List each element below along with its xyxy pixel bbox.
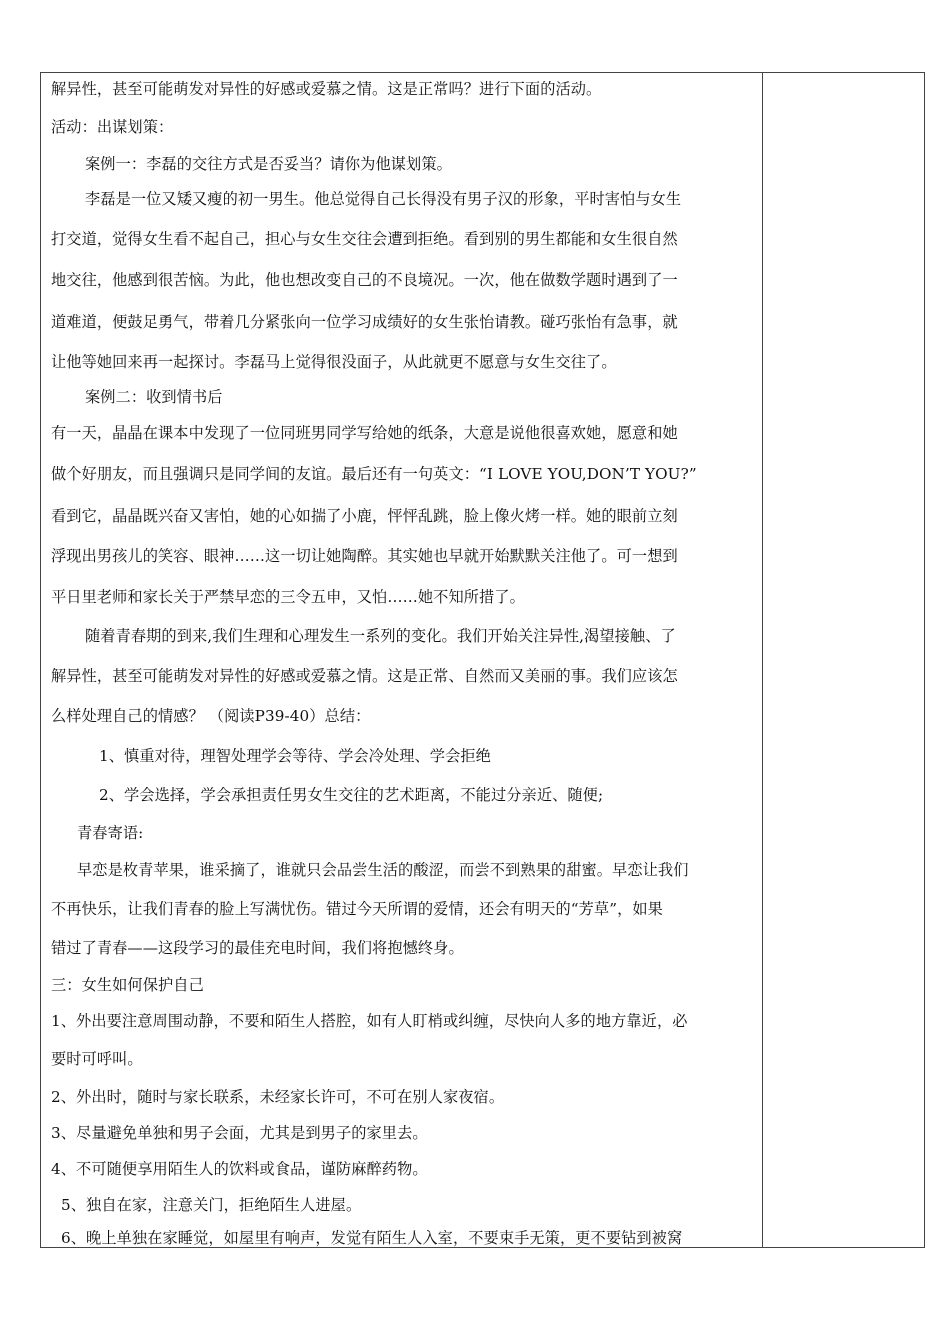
lesson-table <box>40 72 925 1248</box>
youth-message-heading: 青春寄语: <box>77 824 144 842</box>
summary-item-2: 2、学会选择，学会承担责任男女生交往的艺术距离，不能过分亲近、随便; <box>99 786 604 804</box>
summary-item-1: 1、慎重对待，理智处理学会等待、学会冷处理、学会拒绝 <box>99 747 491 765</box>
text-line: 有一天，晶晶在课本中发现了一位同班男同学写给她的纸条，大意是说他很喜欢她，愿意和她 <box>51 424 678 442</box>
content-column <box>41 73 762 1247</box>
list-item: 5、独自在家，注意关门，拒绝陌生人进屋。 <box>61 1196 362 1214</box>
case-two-heading: 案例二：收到情书后 <box>85 388 223 406</box>
list-item: 2、外出时，随时与家长联系，未经家长许可，不可在别人家夜宿。 <box>51 1088 505 1106</box>
text-line: 让他等她回来再一起探讨。李磊马上觉得很没面子，从此就更不愿意与女生交往了。 <box>51 353 617 371</box>
text-line: 错过了青春——这段学习的最佳充电时间，我们将抱憾终身。 <box>51 939 464 957</box>
list-item: 1、外出要注意周围动静，不要和陌生人搭腔，如有人盯梢或纠缠，尽快向人多的地方靠近，必 <box>51 1012 688 1030</box>
text-line: 李磊是一位又矮又瘦的初一男生。他总觉得自己长得没有男子汉的形象，平时害怕与女生 <box>85 190 682 208</box>
list-item: 4、不可随便享用陌生人的饮料或食品，谨防麻醉药物。 <box>51 1160 428 1178</box>
text-line: 平日里老师和家长关于严禁早恋的三令五申，又怕……她不知所措了。 <box>51 588 525 606</box>
text-line: 么样处理自己的情感？ （阅读P39-40）总结： <box>51 707 371 725</box>
text-line: 道难道，便鼓足勇气，带着几分紧张向一位学习成绩好的女生张怡请教。碰巧张怡有急事，就 <box>51 313 678 331</box>
activity-heading: 活动：出谋划策： <box>51 118 174 136</box>
text-line: 解异性，甚至可能萌发对异性的好感或爱慕之情。这是正常吗？进行下面的活动。 <box>51 80 602 98</box>
text-line: 打交道，觉得女生看不起自己，担心与女生交往会遭到拒绝。看到别的男生都能和女生很自然 <box>51 230 678 248</box>
text-line: 地交往，他感到很苦恼。为此，他也想改变自己的不良境况。一次，他在做数学题时遇到了一 <box>51 271 678 289</box>
section-three-heading: 三：女生如何保护自己 <box>51 976 204 994</box>
text-line: 随着青春期的到来,我们生理和心理发生一系列的变化。我们开始关注异性,渴望接触、了 <box>85 627 676 645</box>
text-line: 解异性，甚至可能萌发对异性的好感或爱慕之情。这是正常、自然而又美丽的事。我们应该怎 <box>51 667 678 685</box>
text-line: 做个好朋友，而且强调只是同学间的友谊。最后还有一句英文：“I LOVE YOU,DON’T YOU?” <box>51 465 697 483</box>
column-divider <box>762 73 763 1247</box>
text-line: 不再快乐，让我们青春的脸上写满忧伤。错过今天所谓的爱情，还会有明天的“芳草”，如果 <box>51 900 663 918</box>
list-item: 3、尽量避免单独和男子会面，尤其是到男子的家里去。 <box>51 1124 428 1142</box>
text-line: 早恋是枚青苹果，谁采摘了，谁就只会品尝生活的酸涩，而尝不到熟果的甜蜜。早恋让我们 <box>77 861 689 879</box>
list-item: 6、晚上单独在家睡觉，如屋里有响声，发觉有陌生人入室，不要束手无策，更不要钻到被窝 <box>61 1229 683 1247</box>
text-line: 浮现出男孩儿的笑容、眼神……这一切让她陶醉。其实她也早就开始默默关注他了。可一想到 <box>51 547 678 565</box>
case-one-heading: 案例一：李磊的交往方式是否妥当？请你为他谋划策。 <box>85 155 452 173</box>
text-line: 看到它，晶晶既兴奋又害怕，她的心如揣了小鹿，怦怦乱跳，脸上像火烤一样。她的眼前立刻 <box>51 507 678 525</box>
text-line: 要时可呼叫。 <box>51 1050 143 1068</box>
